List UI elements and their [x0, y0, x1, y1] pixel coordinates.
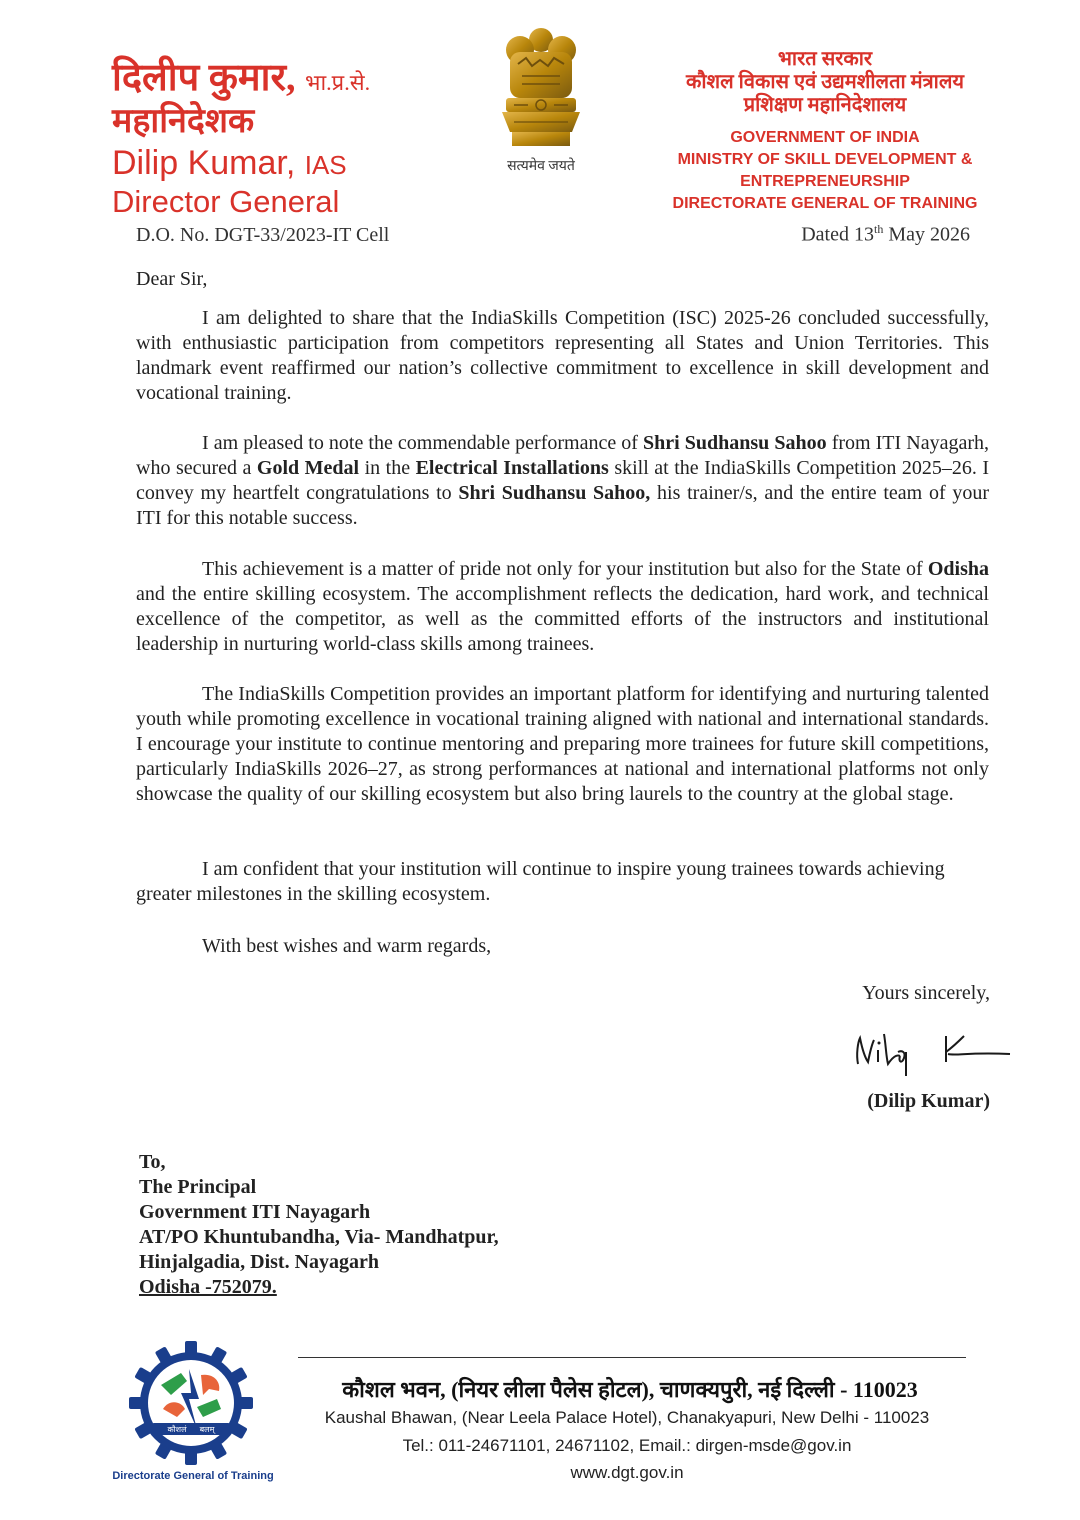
logo-text-right: बलम् — [199, 1425, 215, 1434]
footer-divider — [298, 1357, 966, 1358]
paragraph-4: The IndiaSkills Competition provides an important platform for identifying and nurturing talented youth while promoting excellence in vocational training aligned with national and international standards. I encourage your institute to continue mentoring and preparing more trainees for future skill competitions, particularly IndiaSkills 2026–27, as strong performances at national and international platforms not only showcase the quality of our skilling ecosystem but also bring laurels to the country at the global stage. — [136, 683, 989, 805]
hindi-designation: महानिदेशक — [112, 103, 255, 140]
english-ias: IAS — [304, 150, 347, 180]
letter-date: Dated 13th May 2026 — [801, 222, 970, 246]
closing: Yours sincerely, — [862, 982, 990, 1004]
paragraph-2: I am pleased to note the commendable performance of Shri Sudhansu Sahoo from ITI Nayagarh, who secured a Gold Medal in the Electrical Installations skill at the IndiaSkills Competition 2025–26. I convey my heartfelt congratulations to Shri Sudhansu Sahoo, his trainer/s, and the entire team of your ITI for this notable success. — [136, 432, 989, 529]
address-line-1: To, — [139, 1151, 166, 1173]
signature — [850, 1024, 1015, 1076]
address-line-2: The Principal — [139, 1176, 257, 1198]
dgt-logo-caption: Directorate General of Training — [112, 1470, 274, 1482]
org-english-line-3: ENTREPRENEURSHIP — [740, 173, 910, 190]
awardee-name: Shri Sudhansu Sahoo — [643, 432, 827, 454]
org-english-line-4: DIRECTORATE GENERAL OF TRAINING — [672, 195, 978, 212]
medal: Gold Medal — [256, 457, 360, 479]
awardee-name-2: Shri Sudhansu Sahoo, — [458, 482, 651, 504]
english-designation: Director General — [112, 184, 340, 219]
address-line-4: AT/PO Khuntubandha, Via- Mandhatpur, — [139, 1226, 499, 1248]
english-name: Dilip Kumar, IAS — [112, 144, 347, 182]
emblem-motto: सत्यमेव जयते — [507, 159, 575, 174]
skill-name: Electrical Installations — [415, 457, 609, 479]
paragraph-1: I am delighted to share that the IndiaSkills Competition (ISC) 2025-26 concluded successfully, with enthusiastic participation from competitors representing all States and Union Territories. This landmark event reaffirmed our nation’s collective commitment to excellence in skill development and vocational training. — [136, 307, 989, 404]
logo-text-left: कौशलं — [167, 1425, 187, 1434]
hindi-name: दिलीप कुमार, भा.प्र.से. — [112, 57, 371, 99]
recipient-address — [139, 1150, 499, 1300]
paragraph-6: With best wishes and warm regards, — [202, 935, 492, 957]
address-line-3: Government ITI Nayagarh — [139, 1201, 371, 1223]
national-emblem-icon — [492, 24, 590, 154]
paragraph-3: This achievement is a matter of pride not only for your institution but also for the State of Odisha and the entire skilling ecosystem. The accomplishment reflects the dedication, hard work, and technical excellence of the competitor, as well as the committed efforts of the instructors and institutional leadership in nurturing world-class skills among trainees. — [136, 558, 989, 655]
signer-name: (Dilip Kumar) — [867, 1090, 990, 1112]
footer-address-english: Kaushal Bhawan, (Near Leela Palace Hotel), Chanakyapuri, New Delhi - 110023 — [324, 1408, 930, 1427]
hindi-ias: भा.प्र.से. — [305, 70, 371, 95]
footer-website: www.dgt.gov.in — [570, 1463, 684, 1482]
org-hindi-line-3: प्रशिक्षण महानिदेशालय — [743, 94, 907, 116]
footer-address-hindi: कौशल भवन, (नियर लीला पैलेस होटल), चाणक्यपुरी, नई दिल्ली - 110023 — [342, 1377, 918, 1402]
org-hindi-line-1: भारत सरकार — [777, 48, 873, 70]
footer-contact: Tel.: 011-24671101, 24671102, Email.: dirgen-msde@gov.in — [402, 1436, 852, 1455]
org-english-line-2: MINISTRY OF SKILL DEVELOPMENT & — [677, 151, 973, 168]
dgt-gear-logo-icon — [128, 1340, 254, 1466]
salutation: Dear Sir, — [136, 268, 208, 290]
ministry-header — [660, 48, 990, 215]
address-line-6: Odisha -752079. — [139, 1276, 277, 1298]
org-english-line-1: GOVERNMENT OF INDIA — [730, 129, 920, 146]
address-line-5: Hinjalgadia, Dist. Nayagarh — [139, 1251, 380, 1273]
org-hindi-line-2: कौशल विकास एवं उद्यमशीलता मंत्रालय — [685, 71, 965, 93]
do-number: D.O. No. DGT-33/2023-IT Cell — [136, 224, 390, 246]
paragraph-5: I am confident that your institution will continue to inspire young trainees towards achieving greater milestones in the skilling ecosystem. — [136, 858, 945, 905]
state-name: Odisha — [927, 558, 989, 580]
